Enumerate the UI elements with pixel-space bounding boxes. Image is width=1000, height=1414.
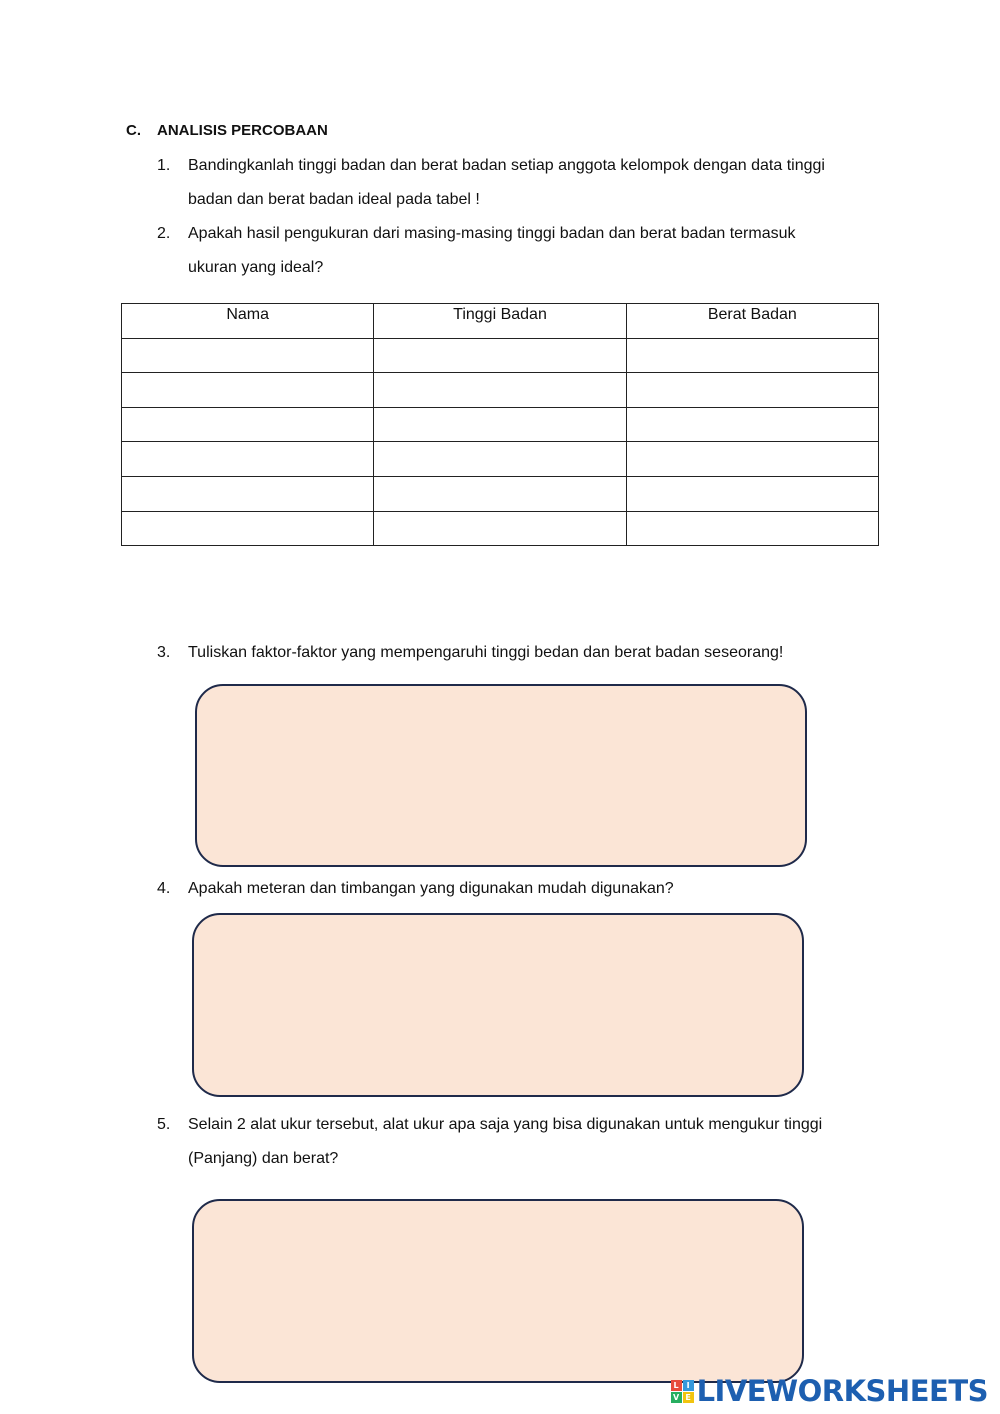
question-text-line: Apakah meteran dan timbangan yang digunakan mudah digunakan? [188, 880, 674, 897]
table-cell[interactable] [626, 338, 878, 373]
logo-letter-e: E [683, 1392, 694, 1403]
header-tinggi-badan: Tinggi Badan [374, 304, 626, 339]
table-row [122, 442, 879, 477]
table-cell[interactable] [122, 407, 374, 442]
table-cell[interactable] [626, 407, 878, 442]
table-cell[interactable] [122, 511, 374, 546]
section-heading [126, 122, 328, 139]
table-cell[interactable] [374, 373, 626, 408]
table-row [122, 511, 879, 546]
question-text-line: (Panjang) dan berat? [188, 1150, 339, 1167]
table-cell[interactable] [122, 338, 374, 373]
liveworksheets-brand [671, 1374, 988, 1408]
table-cell[interactable] [626, 373, 878, 408]
table-cell[interactable] [122, 373, 374, 408]
question-number: 5. [157, 1116, 171, 1133]
logo-letter-l: L [671, 1380, 682, 1391]
table-row [122, 476, 879, 511]
answer-box-4[interactable] [192, 913, 804, 1097]
liveworksheets-logo-icon [671, 1380, 694, 1403]
table-row [122, 373, 879, 408]
logo-letter-i: I [683, 1380, 694, 1391]
table-row [122, 338, 879, 373]
header-berat-badan: Berat Badan [626, 304, 878, 339]
question-text-line: Tuliskan faktor-faktor yang mempengaruhi tinggi bedan dan berat badan seseorang! [188, 644, 784, 661]
table-cell[interactable] [122, 476, 374, 511]
table-cell[interactable] [374, 476, 626, 511]
question-number: 1. [157, 157, 171, 174]
answer-box-3[interactable] [195, 684, 807, 867]
section-title: ANALISIS PERCOBAAN [157, 122, 328, 139]
question-text-line: badan dan berat badan ideal pada tabel ! [188, 191, 480, 208]
question-number: 2. [157, 225, 171, 242]
measurement-table [121, 303, 879, 546]
answer-box-5[interactable] [192, 1199, 804, 1383]
question-text-line: ukuran yang ideal? [188, 259, 324, 276]
logo-letter-v: V [671, 1392, 682, 1403]
table-cell[interactable] [122, 442, 374, 477]
table-cell[interactable] [626, 511, 878, 546]
question-number: 4. [157, 880, 171, 897]
table-cell[interactable] [626, 476, 878, 511]
header-nama: Nama [122, 304, 374, 339]
question-text-line: Selain 2 alat ukur tersebut, alat ukur apa saja yang bisa digunakan untuk mengukur tinggi [188, 1116, 823, 1133]
section-letter: C. [126, 122, 141, 139]
question-text-line: Bandingkanlah tinggi badan dan berat badan setiap anggota kelompok dengan data tinggi [188, 157, 825, 174]
question-number: 3. [157, 644, 171, 661]
table-row [122, 407, 879, 442]
table-cell[interactable] [374, 511, 626, 546]
table-cell[interactable] [374, 407, 626, 442]
table-cell[interactable] [626, 442, 878, 477]
question-text-line: Apakah hasil pengukuran dari masing-masing tinggi badan dan berat badan termasuk [188, 225, 796, 242]
brand-wordmark: LIVEWORKSHEETS [696, 1374, 988, 1408]
table-cell[interactable] [374, 338, 626, 373]
table-header-row [122, 304, 879, 339]
table-cell[interactable] [374, 442, 626, 477]
